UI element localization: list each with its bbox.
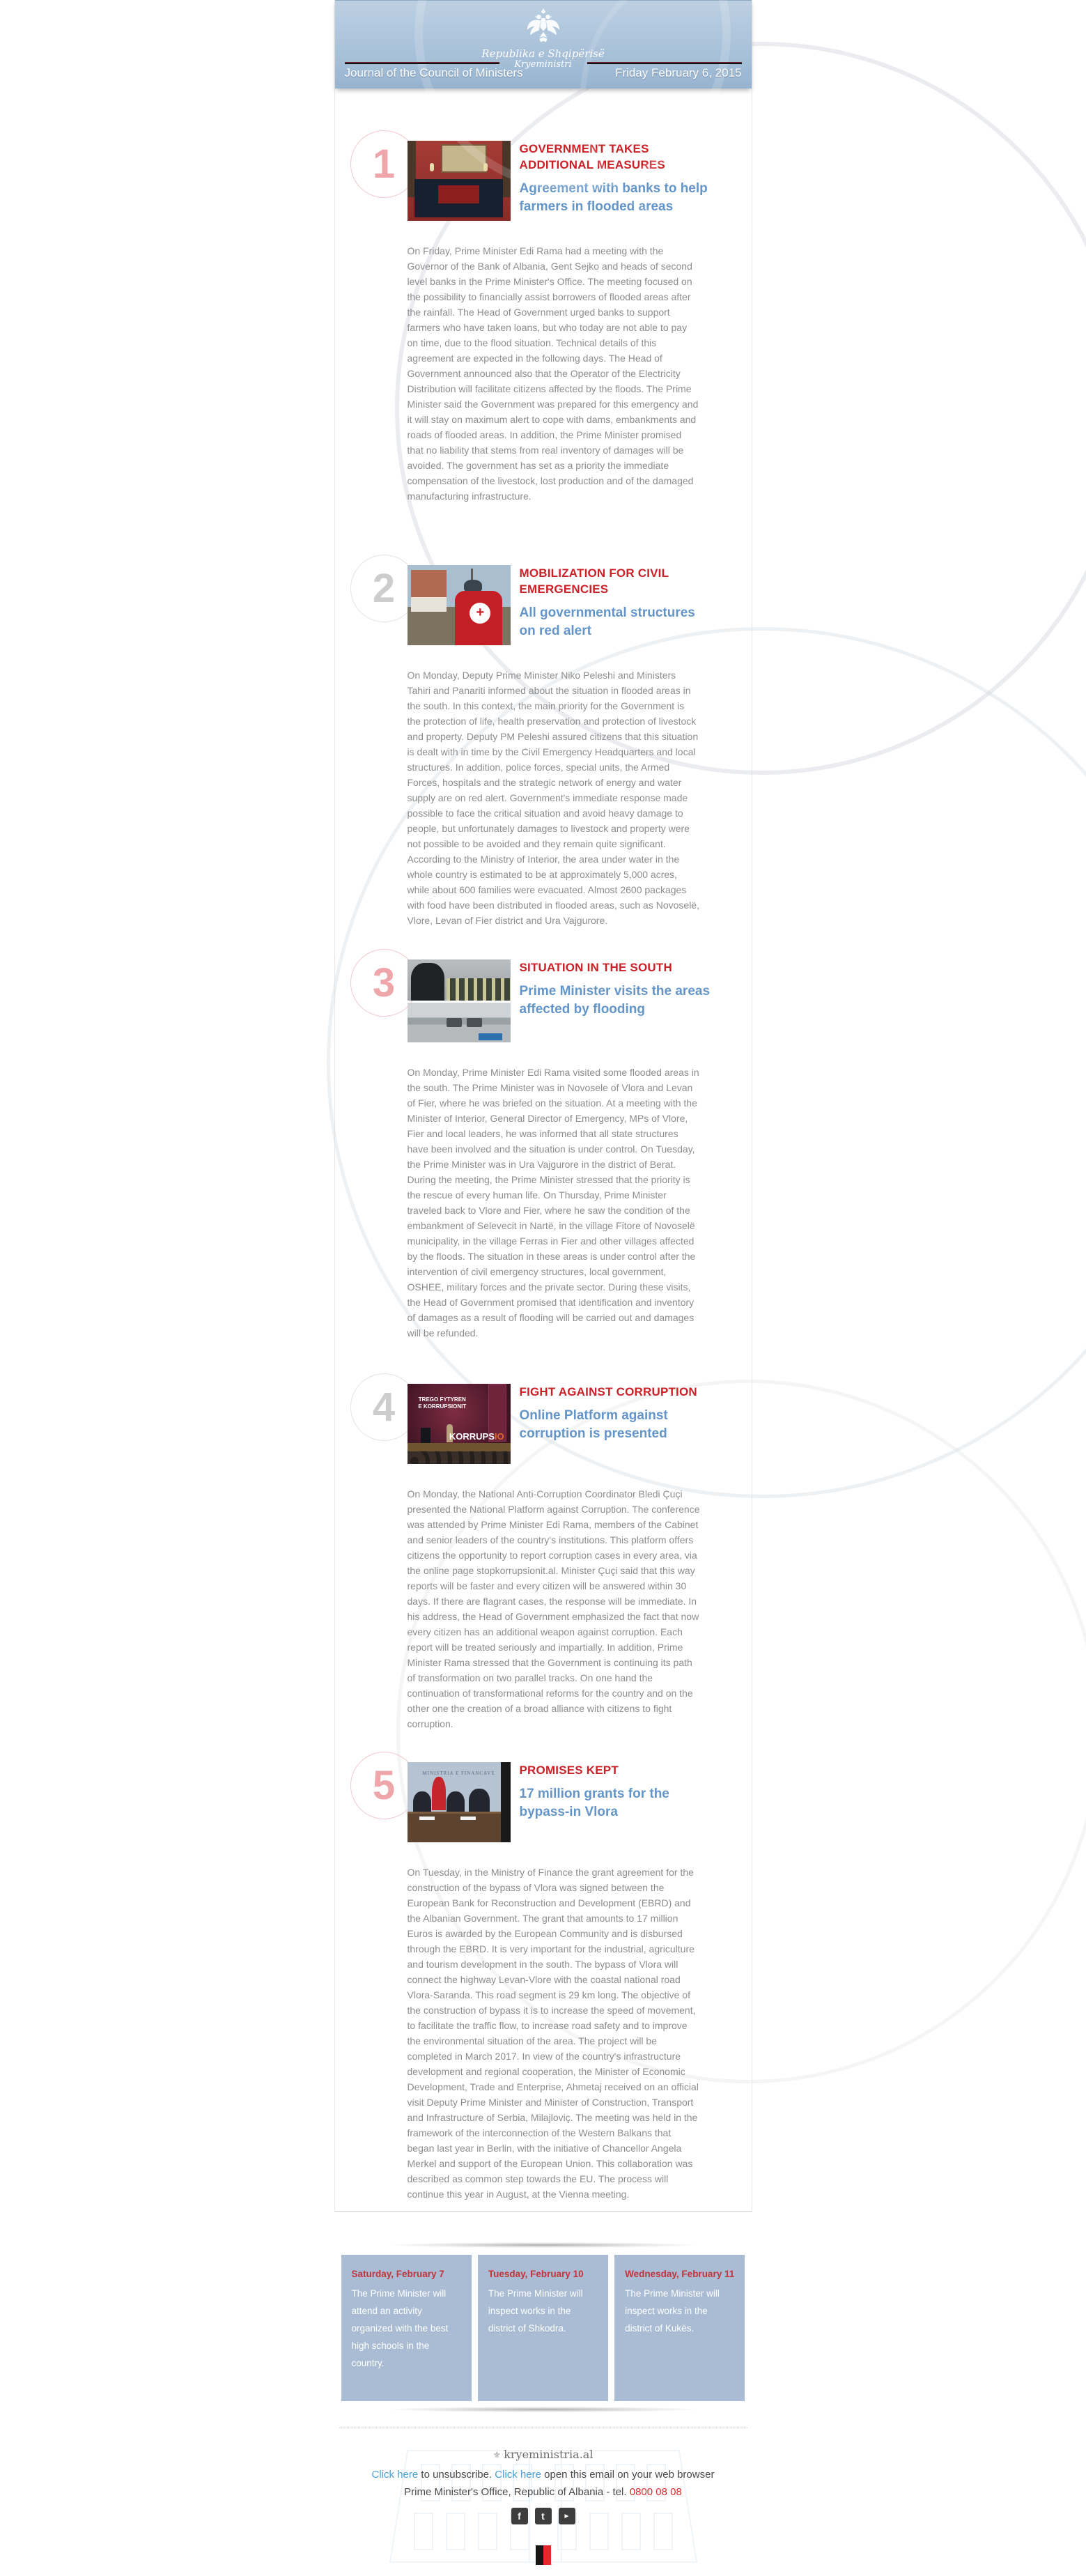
ribbon-black	[536, 2545, 543, 2565]
photo-detail	[483, 163, 488, 171]
section-number-badge: 5	[350, 1752, 418, 1819]
agenda-text: The Prime Minister will inspect works in the district of Kukës.	[625, 2285, 734, 2337]
article-body: On Monday, Deputy Prime Minister Niko Peleshi and Ministers Tahiri and Panariti informed about the situation in flooded areas in the south. In this context, the main priority for the Government is the protection of life, health preservation and protection of livestock and property. Deputy PM Peleshi assured citizens that this situation is dealt with in time by the Civil Emergency Headquarters and local structures. In addition, police forces, special units, the Armed Forces, hospitals and the strategic network of energy and water supply are on red alert. Government's immediate response made possible to face the critical situation and avoid heavy damage to people, but unfortunately damages to livestock and property were not possible to be avoided and they remain quite significant. According to the Ministry of Interior, the area under water in the whole country is estimated to be at approximately 5,000 acres, while about 600 families were evacuated. Almost 2600 packages with food have been distributed in flooded areas, such as Novoselë, Vlore, Levan of Fier district and Ura Vajgurore.	[408, 668, 700, 928]
article-subheading: Agreement with banks to help farmers in flooded areas	[520, 180, 713, 216]
article-heading: PROMISES KEPT	[520, 1762, 713, 1778]
unsubscribe-link[interactable]: Click here	[372, 2469, 419, 2481]
header	[335, 0, 752, 88]
ministry-plaque-text: MINISTRIA E FINANCAVE	[408, 1771, 511, 1776]
section-number-badge: 2	[350, 555, 418, 622]
section-number-badge: 4	[350, 1373, 418, 1441]
site-logo[interactable]	[335, 2448, 752, 2461]
emblem-office-text: Kryeministri	[335, 59, 752, 70]
photo-detail	[432, 1777, 446, 1810]
pm-with-firefighters-photo	[408, 959, 511, 1001]
photo-detail	[411, 570, 446, 612]
section-number-badge: 1	[350, 130, 418, 198]
photo-detail	[501, 1762, 510, 1842]
issue-date: Friday February 6, 2015	[615, 66, 741, 80]
journal-title: Journal of the Council of Ministers	[345, 66, 523, 80]
article-subheading: Prime Minister visits the areas affected by flooding	[520, 982, 713, 1019]
anti-corruption-conference-photo	[408, 1384, 511, 1464]
article-heading: SITUATION IN THE SOUTH	[520, 959, 713, 975]
photo-detail	[441, 144, 487, 173]
photo-detail	[430, 163, 434, 171]
red-cross-worker-photo	[408, 565, 511, 645]
article-government-measures	[335, 141, 752, 504]
photo-detail	[467, 1018, 482, 1027]
stage-slogan-text: TREGO FYTYREN E KORRUPSIONIT	[417, 1396, 467, 1410]
divider-shadow	[390, 2407, 697, 2412]
articles	[335, 88, 752, 2565]
agenda-text: The Prime Minister will inspect works in the district of Shkodra.	[488, 2285, 598, 2337]
ribbon-red	[543, 2545, 551, 2565]
article-subheading: Online Platform against corruption is presented	[520, 1407, 713, 1443]
photo-detail	[411, 963, 444, 1001]
stage-brand-text: KORRUPSIO	[449, 1431, 504, 1442]
article-heading: FIGHT AGAINST CORRUPTION	[520, 1384, 713, 1400]
open-in-browser-link[interactable]: Click here	[495, 2469, 541, 2481]
phone-number: 0800 08 08	[630, 2486, 682, 2498]
photo-detail	[438, 185, 479, 203]
article-heading: GOVERNMENT TAKES ADDITIONAL MEASURES	[520, 141, 713, 173]
agenda-item-tuesday	[478, 2255, 608, 2401]
photo-detail	[408, 1451, 511, 1464]
footer-text: to unsubscribe.	[418, 2469, 495, 2481]
photo-detail	[419, 1817, 435, 1820]
photo-detail	[460, 1817, 476, 1820]
agenda-text: The Prime Minister will attend an activity organized with the best high schools in the country.	[352, 2285, 461, 2372]
article-body: On Tuesday, in the Ministry of Finance the grant agreement for the construction of the bypass of Vlora was signed between the European Bank for Reconstruction and Development (EBRD) and the Albanian Government. The grant that amounts to 17 million Euros is awarded by the European Community and is disbursed through the EBRD. It is very important for the industrial, agriculture and tourism development in the south. The bypass of Vlora will connect the highway Levan-Vlore with the coastal national road Vlora-Saranda. This road segment is 29 km long. The objective of the construction of bypass it is to increase the speed of movement, to facilitate the traffic flow, to increase road safety and to improve the environmental situation of the area. The project will be completed in March 2017. In view of the country's infrastructure development and regional cooperation, the Minister of Economic Development, Trade and Enterprise, Ahmetaj received on an official visit Deputy Prime Minister and Minister of Construction, Transport and Infrastructure of Serbia, Milajloviç. The meeting was held in the framework of the interconnection of the Western Balkans that began last year in Berlin, with the initiative of Chancellor Angela Merkel and support of the European Union. This collaboration was described as common step towards the EU. The process will continue this year in August, at the Vienna meeting.	[408, 1865, 700, 2202]
article-anti-corruption	[335, 1384, 752, 1732]
agenda-date: Saturday, February 7	[352, 2269, 461, 2279]
article-body: On Monday, the National Anti-Corruption Coordinator Bledi Çuçi presented the National Platform against Corruption. The conference was attended by Prime Minister Edi Rama, members of the Cabinet and senior leaders of the country's institutions. This platform offers citizens the opportunity to report corruption cases in every area, via the online page stopkorrupsionit.al. Minister Çuçi said that this way reports will be faster and every citizen will be answered within 30 days. If there are flagrant cases, the response will be immediate. In his address, the Head of Government emphasized the fact that now every citizen has an additional weapon against corruption. Each report will be treated seriously and impartially. In addition, Prime Minister Rama stressed that the Government is continuing its path of transformation on two parallel tracks. On one hand the continuation of transformational reforms for the country and on the other one the creation of a broad alliance with citizens to fight corruption.	[408, 1486, 700, 1732]
agenda-date: Wednesday, February 11	[625, 2269, 734, 2279]
state-emblem	[335, 8, 752, 70]
office-contact-line	[335, 2486, 752, 2498]
site-name: kryeministria.al	[504, 2448, 593, 2461]
office-text: Prime Minister's Office, Republic of Albania - tel.	[404, 2486, 630, 2498]
grant-signing-photo	[408, 1762, 511, 1842]
article-body: On Monday, Prime Minister Edi Rama visited some flooded areas in the south. The Prime Minister was in Novosele of Vlora and Levan of Fier, where he was briefed on the situation. At a meeting with the Minister of Interior, General Director of Emergency, MPs of Vlore, Fier and local leaders, he was informed that all state structures have been involved and the situation is under control. On Tuesday, the Prime Minister was in Ura Vajgurore in the district of Berat. During the meeting, the Prime Minister stressed that the priority is the rescue of every human life. On Thursday, Prime Minister traveled back to Vlore and Fier, where he saw the condition of the embankment of Selevecit in Nartë, in the village Fitore of Novoselë municipality, in the village Ferras in Fier and other villages affected by the floods. The situation in these areas is under control after the intervention of civil emergency structures, local government, OSHEE, military forces and the private sector. During these visits, the Head of Government promised that identification and inventory of damages as a result of flooding will be carried out and damages will be refunded.	[408, 1065, 700, 1341]
facebook-icon[interactable]: f	[511, 2508, 528, 2524]
cabinet-meeting-photo	[408, 141, 511, 221]
article-heading: MOBILIZATION FOR CIVIL EMERGENCIES	[520, 565, 713, 597]
weekly-agenda	[335, 2242, 752, 2412]
article-promises-kept	[335, 1762, 752, 2202]
photo-detail	[421, 1428, 430, 1443]
section-number-badge: 3	[350, 949, 418, 1017]
agenda-item-saturday	[341, 2255, 472, 2401]
footer-links	[335, 2469, 752, 2481]
article-subheading: 17 million grants for the bypass-in Vlora	[520, 1785, 713, 1821]
header-rule-right	[587, 62, 742, 64]
photo-detail	[464, 580, 482, 592]
footer-text: open this email on your web browser	[541, 2469, 714, 2481]
twitter-icon[interactable]: t	[535, 2508, 552, 2524]
photo-detail	[447, 978, 511, 1001]
article-body: On Friday, Prime Minister Edi Rama had a meeting with the Governor of the Bank of Albania, Gent Sejko and heads of second level banks in the Prime Minister's Office. The meeting focused on the possibility to financially assist borrowers of flooded areas after the rainfall. The Head of Government urged banks to support farmers who have taken loans, but who today are not able to pay on time, due to the flood situation. Technical details of this agreement are expected in the following days. The Head of Government announced also that the Operator of the Electricity Distribution will facilitate citizens affected by the floods. The Prime Minister said the Government was prepared for this emergency and it will stay on maximum alert to cope with dams, embankments and roads of flooded areas. In addition, the Prime Minister promised that no liability that stems from real inventory of damages will be avoided. The government has set as a priority the immediate compensation of the livestock, lost production and of the damaged manufacturing infrastructure.	[408, 243, 700, 504]
flooded-road-photo	[408, 1003, 511, 1042]
agenda-date: Tuesday, February 10	[488, 2269, 598, 2279]
agenda-item-wednesday	[614, 2255, 745, 2401]
albanian-flag-ribbon	[536, 2545, 551, 2565]
divider-shadow	[390, 2242, 697, 2248]
photo-detail	[447, 1018, 462, 1027]
social-icons	[335, 2508, 752, 2524]
header-rule-left	[345, 62, 499, 64]
mini-eagle-icon: ⚜	[493, 2451, 502, 2461]
photo-detail	[455, 591, 502, 645]
emblem-republic-text: Republika e Shqipërisë	[335, 48, 752, 59]
article-situation-south	[335, 959, 752, 1341]
newsletter-page	[334, 0, 752, 2212]
photo-detail	[502, 141, 511, 197]
article-subheading: All governmental structures on red alert	[520, 604, 713, 640]
footer	[335, 2448, 752, 2565]
youtube-icon[interactable]: ►	[559, 2508, 575, 2524]
double-headed-eagle-icon	[524, 8, 563, 48]
photo-detail	[479, 1033, 502, 1040]
article-civil-emergencies	[335, 565, 752, 928]
red-cross-icon: +	[470, 603, 490, 624]
